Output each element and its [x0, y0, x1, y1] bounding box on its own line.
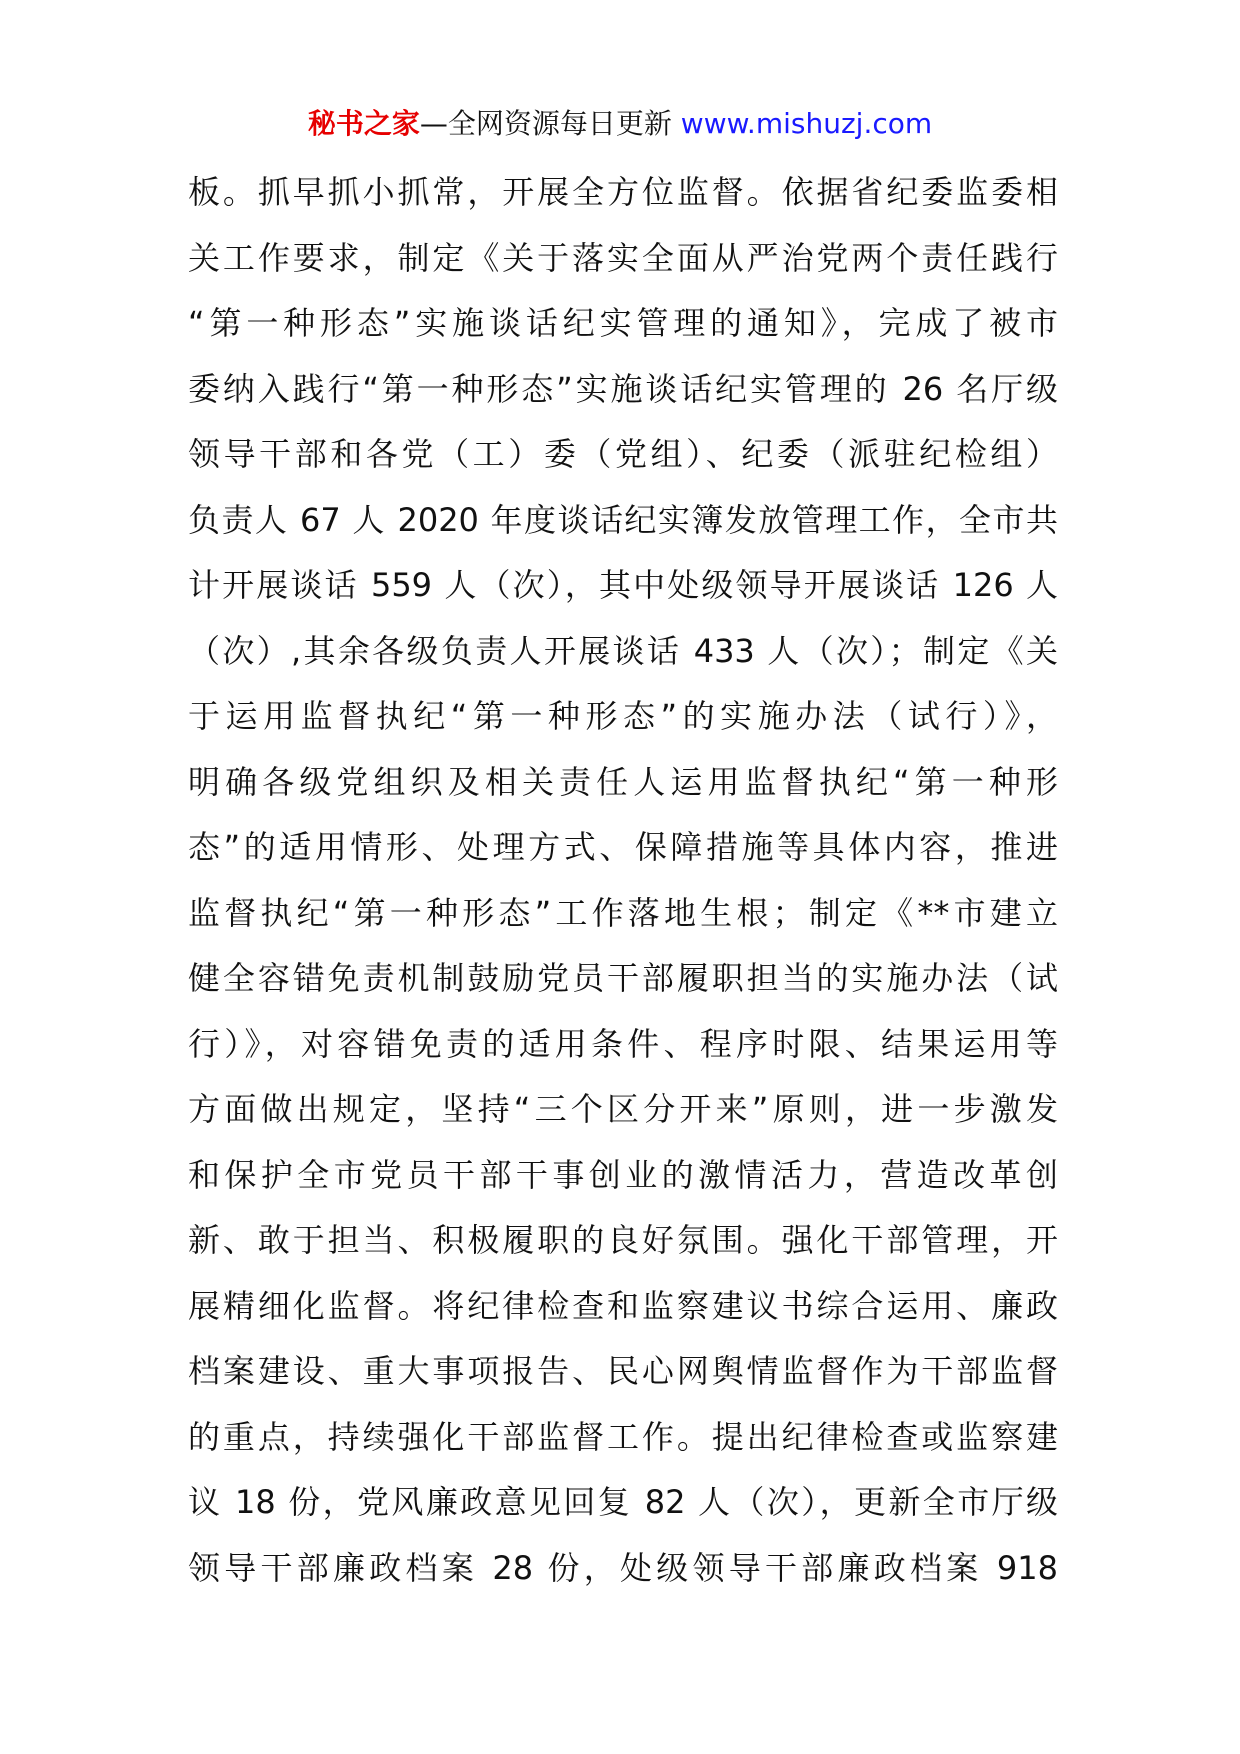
text-line: 板。抓早抓小抓常，开展全方位监督。依据省纪委监委相 — [188, 173, 1058, 211]
text-line: 领导干部廉政档案 28 份，处级领导干部廉政档案 918 — [188, 1548, 1058, 1587]
brand-name: 秘书之家 — [307, 107, 420, 140]
text-line: 新、敢于担当、积极履职的良好氛围。强化干部管理，开 — [188, 1221, 1058, 1259]
text-line: 态”的适用情形、处理方式、保障措施等具体内容，推进 — [188, 828, 1058, 866]
text-line: 健全容错免责机制鼓励党员干部履职担当的实施办法（试 — [188, 959, 1058, 997]
text-line: 于运用监督执纪“第一种形态”的实施办法（试行）》， — [188, 697, 1058, 735]
text-line: 负责人 67 人 2020 年度谈话纪实簿发放管理工作，全市共 — [188, 500, 1058, 539]
text-line: 关工作要求，制定《关于落实全面从严治党两个责任践行 — [188, 238, 1058, 277]
text-line: 监督执纪“第一种形态”工作落地生根；制定《**市建立 — [188, 893, 1058, 932]
text-line: “第一种形态”实施谈话纪实管理的通知》，完成了被市 — [188, 304, 1058, 342]
text-line: 和保护全市党员干部干事创业的激情活力，营造改革创 — [188, 1155, 1058, 1194]
site-url-link[interactable]: www.mishuzj.com — [680, 107, 933, 140]
text-line: 议 18 份，党风廉政意见回复 82 人（次），更新全市厅级 — [188, 1483, 1058, 1521]
text-line: 的重点，持续强化干部监督工作。提出纪律检查或监察建 — [188, 1417, 1058, 1456]
text-line: 档案建设、重大事项报告、民心网舆情监督作为干部监督 — [188, 1352, 1058, 1390]
text-line: 行）》，对容错免责的适用条件、程序时限、结果运用等 — [188, 1024, 1058, 1063]
text-line: 展精细化监督。将纪律检查和监察建议书综合运用、廉政 — [188, 1286, 1058, 1325]
document-body — [188, 166, 1058, 1607]
text-line: 方面做出规定，坚持“三个区分开来”原则，进一步激发 — [188, 1090, 1058, 1128]
header-slogan: —全网资源每日更新 — [419, 107, 672, 140]
text-line: 领导干部和各党（工）委（党组）、纪委（派驻纪检组） — [188, 435, 1058, 473]
text-line: （次）,其余各级负责人开展谈话 433 人（次）；制定《关 — [188, 631, 1058, 670]
text-line: 计开展谈话 559 人（次），其中处级领导开展谈话 126 人 — [188, 566, 1058, 604]
text-line: 明确各级党组织及相关责任人运用监督执纪“第一种形 — [188, 762, 1058, 801]
page-header — [0, 104, 1240, 144]
text-line: 委纳入践行“第一种形态”实施谈话纪实管理的 26 名厅级 — [188, 369, 1058, 408]
